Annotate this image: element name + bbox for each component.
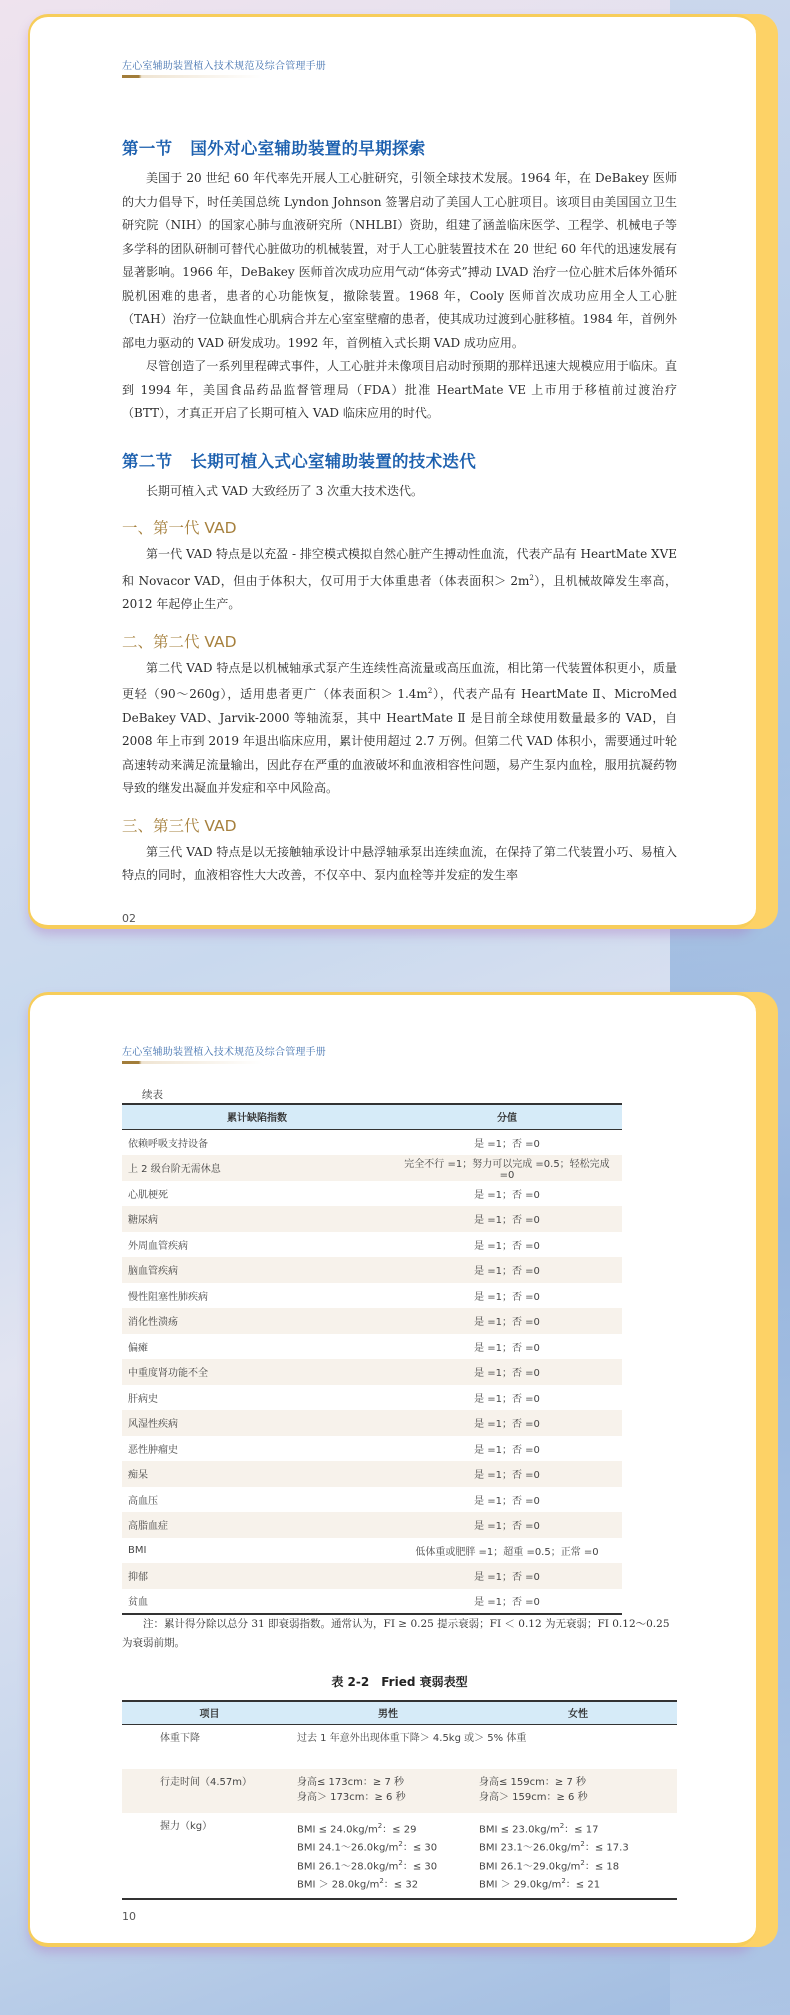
table-cell-item: 肝病史 [128,1393,158,1405]
table-caption: 表 2-2 Fried 衰弱表型 [331,1675,468,1689]
section-title-text: 长期可植入式心室辅助装置的技术迭代 [190,451,477,471]
table-cell-score: 是 =1；否 =0 [392,1563,622,1589]
page-number: 02 [122,912,136,925]
paragraph: 美国于 20 世纪 60 年代率先开展人工心脏研究，引领全球技术发展。1964 年，在 DeBakey 医师的大力倡导下，时任美国总统 Lyndon Johnson 签署启动了美国人工心脏项目。该项目由美国国立卫生研究院（NIH）的国家心肺与血液研究所（NHLBI）资助，组建了涵盖临床医学、工程学、机械电子等多学科的团队研制可替代心脏做功的机械装置，对于人工心脏装置技术在 20 世纪 60 年代的迅速发展有显著影响。1966 年，DeBakey 医师首次成功应用气动“体旁式”搏动 LVAD 治疗一位心脏术后体外循环脱机困难的患者，患者的心功能恢复，撤除装置。1968 年，Cooly 医师首次成功应用全人工心脏（TAH）治疗一位缺血性心肌病合并左心室室壁瘤的患者，使其成功过渡到心脏移植。1984 年，首例外部电力驱动的 VAD 研发成功。1992 年，首例植入式长期 VAD 成功应用。 [122,171,677,350]
subsection-title: 一、第一代 VAD [122,519,237,537]
table-cell-score: 是 =1；否 =0 [474,1495,540,1507]
table-cell-item: 贫血 [122,1589,392,1615]
section-1-title [122,135,677,159]
table-cell-score: 是 =1；否 =0 [474,1444,540,1456]
table-cell: 握力（kg） [122,1813,297,1899]
subsection-title: 三、第三代 VAD [122,816,237,835]
table-cell-score: 是 =1；否 =0 [392,1206,622,1232]
table-cell-score: 是 =1；否 =0 [474,1138,540,1150]
table-cell-score: 是 =1；否 =0 [474,1393,540,1405]
table-cell-score: 是 =1；否 =0 [392,1512,622,1538]
header-rule [122,75,262,78]
fried-phenotype-table [122,1700,677,1900]
table-row [122,1129,622,1155]
document-page-10 [28,992,756,1947]
table-cell-item: 上 2 级台阶无需休息 [122,1155,392,1181]
subsection-title: 二、第二代 VAD [122,632,237,651]
table-row [122,1436,622,1462]
document-page-02 [28,14,756,929]
table-cell-item: 中重度肾功能不全 [122,1359,392,1385]
paragraph: 尽管创造了一系列里程碑式事件，人工心脏并未像项目启动时预期的那样迅速大规模应用于临床。直到 1994 年，美国食品药品监督管理局（FDA）批准 HeartMate VE 上市用于移植前过渡治疗（BTT），才真正开启了长期可植入 VAD 临床应用的时代。 [122,359,677,420]
table-cell-item: 恶性肿瘤史 [128,1444,178,1456]
table-row [122,1461,622,1487]
table-cell: 过去 1 年意外出现体重下降＞ 4.5kg 或＞ 5% 体重 [297,1732,527,1744]
table-cell: BMI ≤ $24.0kg/m^2$：≤ 29 BMI $24.1\sim 26.0kg/m^2$：≤ 30 BMI $26.1\sim 28.0kg/m^2$：≤ 30 BMI ＞ $28.0kg/m^2$：≤ 32 [297,1813,479,1899]
table-row [122,1538,622,1564]
table-cell: BMI ≤ $23.0kg/m^2$：≤ 17 BMI $23.1\sim 26.0kg/m^2$：≤ 17.3 BMI $26.1\sim 29.0kg/m^2$：≤ 18 BMI ＞ $29.0kg/m^2$：≤ 21 [479,1813,677,1899]
table-cell-item: 慢性阻塞性肺疾病 [128,1291,208,1303]
table-row [122,1385,622,1411]
continued-table-label: 续表 [142,1089,163,1101]
table-cell-item: 心肌梗死 [128,1189,168,1201]
table-header: 女性 [479,1701,677,1724]
table-header: 累计缺陷指数 [122,1104,392,1129]
table-row [122,1232,622,1258]
table-row [122,1155,622,1181]
table-cell-score: 是 =1；否 =0 [392,1461,622,1487]
table-header: 男性 [297,1701,479,1724]
table-cell-item: 高脂血症 [122,1512,392,1538]
table-row [122,1359,622,1385]
table-row [122,1334,622,1360]
table-cell-item: 外周血管疾病 [128,1240,188,1252]
page-number: 10 [122,1910,136,1923]
table-row [122,1308,622,1334]
table-row [122,1813,677,1899]
paragraph: 长期可植入式 VAD 大致经历了 3 次重大技术迭代。 [146,483,424,498]
table-cell: 行走时间（4.57m） [122,1769,297,1813]
table-row [122,1410,622,1436]
table-row [122,1487,622,1513]
table-cell-score: 是 =1；否 =0 [392,1308,622,1334]
table-cell-item: 脑血管疾病 [122,1257,392,1283]
table-row [122,1563,622,1589]
table-cell-score: 是 =1；否 =0 [474,1342,540,1354]
table-cell-item: 依赖呼吸支持设备 [128,1138,208,1150]
table-cell: 身高≤ 159cm：≥ 7 秒 身高＞ 159cm：≥ 6 秒 [479,1769,677,1813]
table-row [122,1283,622,1309]
table-cell-score: 完全不行 =1；努力可以完成 =0.5；轻松完成 =0 [392,1155,622,1181]
table-note: 注：累计得分除以总分 31 即衰弱指数。通常认为，FI ≥ 0.25 提示衰弱；FI ＜ 0.12 为无衰弱；FI 0.12～0.25 为衰弱前期。 [122,1618,670,1649]
paragraph: 第二代 VAD 特点是以机械轴承式泵产生连续性高流量或高压血流，相比第一代装置体积更小，质量更轻（90～260g），适用患者更广（体表面积＞ $1.4m^2$），代表产品有 HeartMate Ⅱ、MicroMed DeBakey VAD、Jarvik-2000 等轴流泵，其中 HeartMate Ⅱ 是目前全球使用数量最多的 VAD，自 2008 年上市到 2019 年退出临床应用，累计使用超过 2.7 万例。但第二代 VAD 体积小，需要通过叶轮高速转动来满足流量输出，因此存在严重的血液破坏和血液相容性问题，易产生泵内血栓，服用抗凝药物导致的继发出凝血并发症和卒中风险高。 [122,660,677,795]
table-row [122,1206,622,1232]
running-header: 左心室辅助装置植入技术规范及综合管理手册 [122,1047,326,1058]
table-cell-score: 是 =1；否 =0 [392,1589,622,1615]
table-cell: 体重下降 [160,1732,200,1744]
table-cell-item: 高血压 [128,1495,158,1507]
page-content [122,135,677,888]
table-header: 项目 [122,1701,297,1724]
running-header: 左心室辅助装置植入技术规范及综合管理手册 [122,61,326,72]
table-cell-item: 糖尿病 [122,1206,392,1232]
section-number: 第一节 [122,139,173,158]
table-row [122,1769,677,1813]
paragraph: 第三代 VAD 特点是以无接触轴承设计中悬浮轴承泵出连续血流，在保持了第二代装置小巧、易植入特点的同时，血液相容性大大改善，不仅卒中、泵内血栓等并发症的发生率 [122,844,677,882]
table-cell-item: 消化性溃疡 [122,1308,392,1334]
header-rule [122,1061,262,1064]
frailty-index-table [122,1103,622,1615]
table-cell: 身高≤ 173cm：≥ 7 秒 身高＞ 173cm：≥ 6 秒 [297,1769,479,1813]
table-cell-score: 是 =1；否 =0 [392,1359,622,1385]
table-cell-item: 风湿性疾病 [122,1410,392,1436]
table-row [122,1257,622,1283]
table-row [122,1724,677,1769]
table-cell-score: 是 =1；否 =0 [392,1410,622,1436]
table-cell-score: 是 =1；否 =0 [392,1257,622,1283]
section-2-title [122,448,677,472]
table-row [122,1181,622,1207]
table-cell-score: 是 =1；否 =0 [474,1189,540,1201]
table-row [122,1589,622,1615]
section-title-text: 国外对心室辅助装置的早期探索 [190,139,426,158]
section-number: 第二节 [122,451,173,471]
paragraph: 第一代 VAD 特点是以充盈 - 排空模式模拟自然心脏产生搏动性血流，代表产品有 HeartMate XVE 和 Novacor VAD，但由于体积大，仅可用于大体重患者（体表面积＞ $2m^2$），且机械故障发生率高，2012 年起停止生产。 [122,547,677,611]
table-row [122,1512,622,1538]
table-cell-item: 偏瘫 [128,1342,148,1354]
table-cell-score: 是 =1；否 =0 [474,1291,540,1303]
table-cell-score: 低体重或肥胖 =1；超重 =0.5；正常 =0 [415,1546,599,1558]
table-cell-item: 痴呆 [122,1461,392,1487]
table-cell-item: 抑郁 [122,1563,392,1589]
table-header: 分值 [392,1104,622,1129]
table-cell-item: BMI [128,1544,147,1556]
table-cell-score: 是 =1；否 =0 [474,1240,540,1252]
